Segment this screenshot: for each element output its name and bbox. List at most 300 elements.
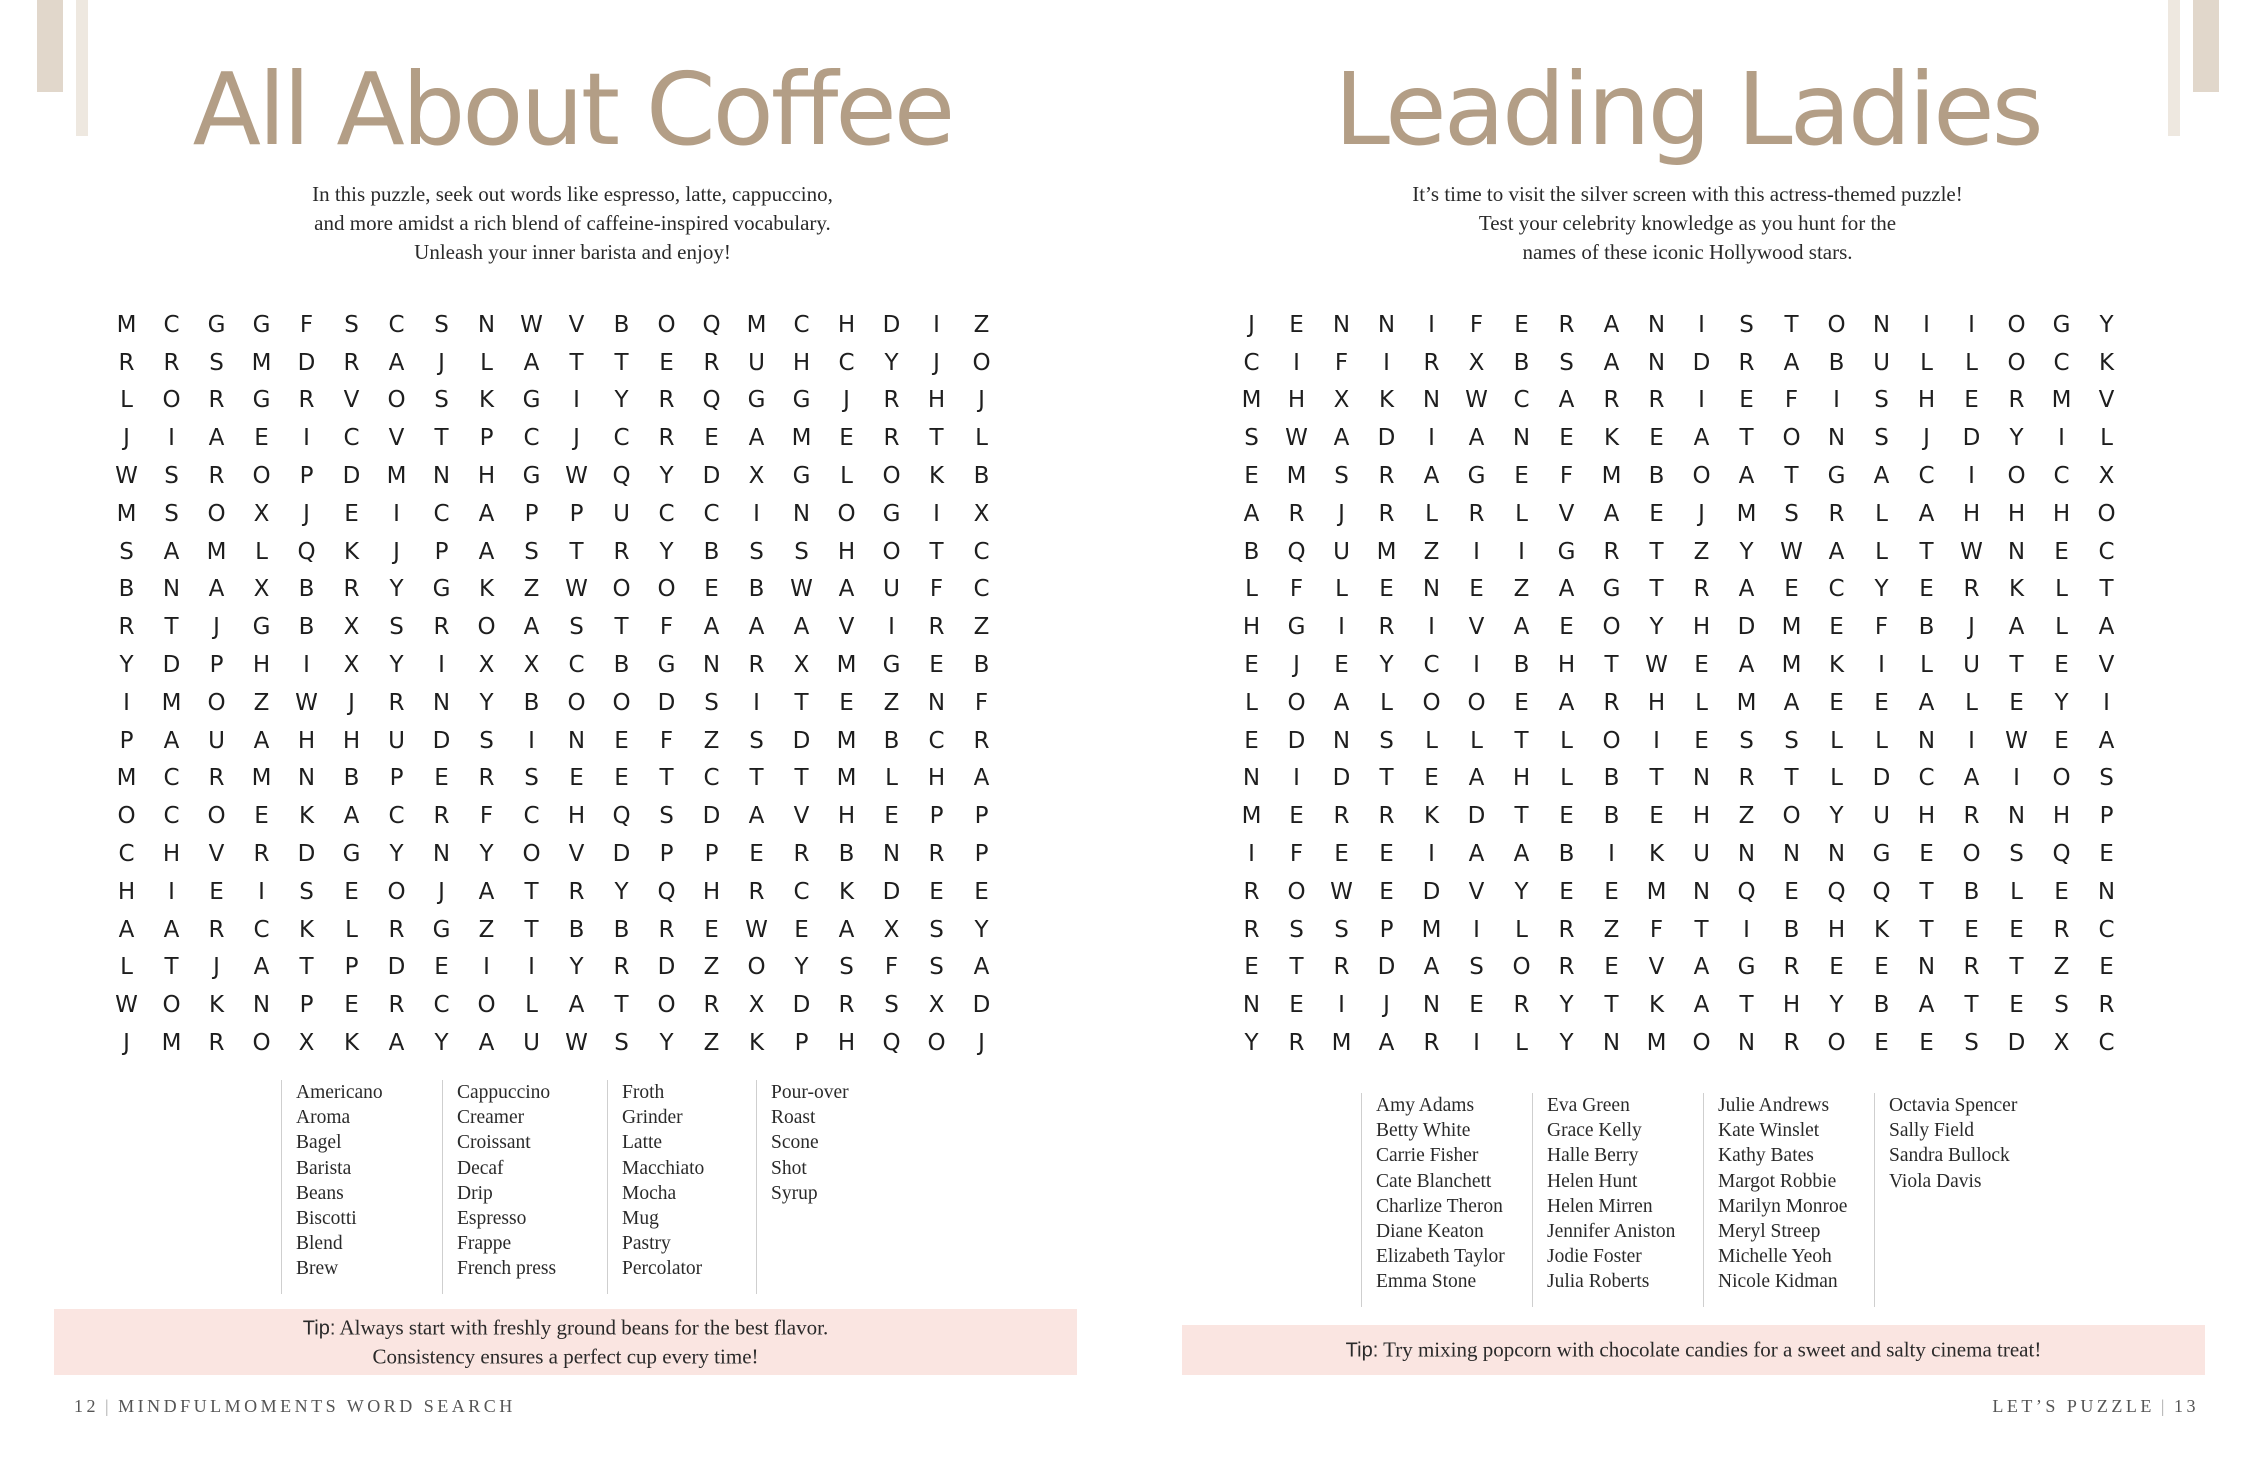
- grid-letter[interactable]: G: [1872, 841, 1891, 868]
- grid-letter[interactable]: D: [1962, 425, 1981, 452]
- grid-letter[interactable]: I: [753, 500, 760, 527]
- grid-letter[interactable]: I: [1428, 425, 1435, 452]
- grid-letter[interactable]: X: [253, 500, 270, 527]
- grid-letter[interactable]: I: [1428, 841, 1435, 868]
- grid-letter[interactable]: J: [123, 425, 130, 452]
- grid-letter[interactable]: D: [1692, 349, 1711, 376]
- grid-letter[interactable]: R: [703, 992, 720, 1019]
- grid-letter[interactable]: K: [1603, 425, 1620, 452]
- grid-letter[interactable]: X: [343, 652, 360, 679]
- grid-letter[interactable]: I: [2058, 425, 2065, 452]
- grid-letter[interactable]: L: [1425, 500, 1438, 527]
- grid-letter[interactable]: C: [838, 349, 855, 376]
- grid-letter[interactable]: X: [793, 652, 810, 679]
- grid-letter[interactable]: E: [1559, 425, 1574, 452]
- grid-letter[interactable]: A: [1603, 349, 1620, 376]
- grid-letter[interactable]: A: [1918, 500, 1935, 527]
- grid-letter[interactable]: C: [253, 916, 270, 943]
- grid-letter[interactable]: Z: [703, 954, 720, 981]
- grid-letter[interactable]: E: [794, 916, 809, 943]
- grid-letter[interactable]: U: [388, 727, 405, 754]
- grid-letter[interactable]: O: [1827, 1030, 1846, 1057]
- grid-letter[interactable]: B: [1513, 349, 1530, 376]
- grid-letter[interactable]: B: [298, 614, 315, 641]
- grid-letter[interactable]: H: [1242, 614, 1261, 641]
- grid-letter[interactable]: D: [1872, 765, 1891, 792]
- grid-letter[interactable]: X: [343, 614, 360, 641]
- grid-letter[interactable]: I: [1383, 349, 1390, 376]
- grid-letter[interactable]: E: [1649, 425, 1664, 452]
- grid-letter[interactable]: K: [748, 1030, 765, 1057]
- grid-letter[interactable]: R: [1648, 387, 1665, 414]
- grid-letter[interactable]: O: [1782, 425, 1801, 452]
- grid-letter[interactable]: A: [2098, 614, 2115, 641]
- grid-letter[interactable]: D: [1377, 425, 1396, 452]
- grid-letter[interactable]: M: [1421, 916, 1442, 943]
- grid-letter[interactable]: E: [659, 349, 674, 376]
- grid-letter[interactable]: B: [1918, 614, 1935, 641]
- grid-letter[interactable]: B: [343, 765, 360, 792]
- grid-letter[interactable]: E: [344, 878, 359, 905]
- grid-letter[interactable]: A: [478, 1030, 495, 1057]
- grid-letter[interactable]: G: [252, 614, 271, 641]
- grid-letter[interactable]: E: [2054, 652, 2069, 679]
- grid-letter[interactable]: R: [1783, 1030, 1800, 1057]
- grid-letter[interactable]: E: [704, 916, 719, 943]
- grid-letter[interactable]: I: [1338, 614, 1345, 641]
- grid-letter[interactable]: C: [703, 500, 720, 527]
- grid-letter[interactable]: O: [1287, 878, 1306, 905]
- grid-letter[interactable]: E: [1469, 992, 1484, 1019]
- grid-letter[interactable]: T: [1739, 992, 1754, 1019]
- grid-letter[interactable]: X: [523, 652, 540, 679]
- grid-letter[interactable]: I: [753, 689, 760, 716]
- grid-letter[interactable]: N: [1917, 727, 1936, 754]
- grid-letter[interactable]: R: [1288, 500, 1305, 527]
- grid-letter[interactable]: T: [1514, 727, 1529, 754]
- grid-letter[interactable]: C: [1918, 463, 1935, 490]
- grid-letter[interactable]: K: [1828, 652, 1845, 679]
- grid-letter[interactable]: Q: [1737, 878, 1756, 905]
- grid-letter[interactable]: L: [525, 992, 538, 1019]
- grid-letter[interactable]: O: [972, 349, 991, 376]
- grid-letter[interactable]: E: [344, 992, 359, 1019]
- grid-letter[interactable]: H: [1782, 992, 1801, 1019]
- grid-letter[interactable]: Z: [1513, 576, 1530, 603]
- grid-letter[interactable]: C: [613, 425, 630, 452]
- grid-letter[interactable]: O: [207, 500, 226, 527]
- grid-letter[interactable]: K: [928, 463, 945, 490]
- grid-letter[interactable]: T: [1919, 878, 1934, 905]
- grid-letter[interactable]: N: [1692, 878, 1711, 905]
- grid-letter[interactable]: V: [2098, 652, 2115, 679]
- grid-letter[interactable]: S: [524, 538, 539, 565]
- grid-letter[interactable]: Y: [1829, 992, 1844, 1019]
- grid-letter[interactable]: I: [1473, 916, 1480, 943]
- grid-letter[interactable]: A: [1468, 841, 1485, 868]
- grid-letter[interactable]: E: [704, 576, 719, 603]
- grid-letter[interactable]: R: [883, 387, 900, 414]
- grid-letter[interactable]: I: [303, 652, 310, 679]
- grid-letter[interactable]: R: [433, 803, 450, 830]
- grid-letter[interactable]: I: [1923, 311, 1930, 338]
- grid-letter[interactable]: I: [1653, 727, 1660, 754]
- grid-letter[interactable]: A: [1693, 425, 1710, 452]
- grid-letter[interactable]: C: [793, 311, 810, 338]
- grid-letter[interactable]: W: [295, 689, 318, 716]
- grid-letter[interactable]: H: [1287, 387, 1306, 414]
- grid-letter[interactable]: B: [523, 689, 540, 716]
- grid-letter[interactable]: L: [1560, 727, 1573, 754]
- grid-letter[interactable]: C: [118, 841, 135, 868]
- grid-letter[interactable]: L: [120, 387, 133, 414]
- grid-letter[interactable]: F: [1334, 349, 1349, 376]
- grid-letter[interactable]: A: [1513, 841, 1530, 868]
- grid-letter[interactable]: U: [883, 576, 900, 603]
- grid-letter[interactable]: H: [297, 727, 316, 754]
- grid-letter[interactable]: F: [1784, 387, 1799, 414]
- grid-letter[interactable]: Z: [2053, 954, 2070, 981]
- grid-letter[interactable]: H: [162, 841, 181, 868]
- grid-letter[interactable]: B: [703, 538, 720, 565]
- grid-letter[interactable]: E: [1514, 463, 1529, 490]
- grid-letter[interactable]: J: [933, 349, 940, 376]
- grid-letter[interactable]: H: [1557, 652, 1576, 679]
- grid-letter[interactable]: S: [2054, 992, 2069, 1019]
- grid-letter[interactable]: E: [884, 803, 899, 830]
- grid-letter[interactable]: B: [838, 841, 855, 868]
- grid-letter[interactable]: R: [208, 916, 225, 943]
- grid-letter[interactable]: M: [386, 463, 407, 490]
- grid-letter[interactable]: O: [1287, 689, 1306, 716]
- grid-letter[interactable]: T: [569, 349, 584, 376]
- grid-letter[interactable]: R: [1513, 992, 1530, 1019]
- grid-letter[interactable]: G: [882, 500, 901, 527]
- grid-letter[interactable]: N: [1512, 425, 1531, 452]
- grid-letter[interactable]: F: [659, 727, 674, 754]
- grid-letter[interactable]: D: [1377, 954, 1396, 981]
- grid-letter[interactable]: O: [252, 463, 271, 490]
- grid-letter[interactable]: A: [1873, 463, 1890, 490]
- grid-letter[interactable]: N: [252, 992, 271, 1019]
- grid-letter[interactable]: H: [1512, 765, 1531, 792]
- grid-letter[interactable]: T: [1649, 538, 1664, 565]
- grid-letter[interactable]: J: [1293, 652, 1300, 679]
- grid-letter[interactable]: S: [929, 954, 944, 981]
- grid-letter[interactable]: N: [2007, 538, 2026, 565]
- grid-letter[interactable]: O: [882, 463, 901, 490]
- grid-letter[interactable]: E: [569, 765, 584, 792]
- grid-letter[interactable]: I: [1698, 387, 1705, 414]
- grid-letter[interactable]: A: [1963, 765, 1980, 792]
- grid-letter[interactable]: A: [1783, 349, 1800, 376]
- grid-letter[interactable]: A: [163, 727, 180, 754]
- grid-letter[interactable]: I: [1968, 311, 1975, 338]
- grid-letter[interactable]: C: [163, 803, 180, 830]
- grid-letter[interactable]: C: [793, 878, 810, 905]
- grid-letter[interactable]: P: [119, 727, 134, 754]
- grid-letter[interactable]: R: [1963, 954, 1980, 981]
- grid-letter[interactable]: S: [884, 992, 899, 1019]
- grid-letter[interactable]: L: [1515, 1030, 1528, 1057]
- grid-letter[interactable]: A: [838, 916, 855, 943]
- grid-letter[interactable]: F: [929, 576, 944, 603]
- grid-letter[interactable]: Y: [1559, 1030, 1574, 1057]
- grid-letter[interactable]: E: [1559, 803, 1574, 830]
- grid-letter[interactable]: K: [1423, 803, 1440, 830]
- grid-letter[interactable]: R: [1333, 803, 1350, 830]
- grid-letter[interactable]: A: [388, 349, 405, 376]
- grid-letter[interactable]: M: [2051, 387, 2072, 414]
- grid-letter[interactable]: N: [1602, 1030, 1621, 1057]
- grid-letter[interactable]: L: [1830, 727, 1843, 754]
- grid-letter[interactable]: K: [478, 576, 495, 603]
- grid-letter[interactable]: G: [1827, 463, 1846, 490]
- grid-letter[interactable]: E: [2054, 538, 2069, 565]
- grid-letter[interactable]: M: [1376, 538, 1397, 565]
- grid-letter[interactable]: R: [703, 349, 720, 376]
- grid-letter[interactable]: L: [1380, 689, 1393, 716]
- grid-letter[interactable]: P: [479, 425, 494, 452]
- grid-letter[interactable]: R: [1783, 954, 1800, 981]
- grid-letter[interactable]: B: [118, 576, 135, 603]
- grid-letter[interactable]: J: [1248, 311, 1255, 338]
- grid-letter[interactable]: C: [2053, 463, 2070, 490]
- grid-letter[interactable]: I: [1473, 538, 1480, 565]
- grid-letter[interactable]: T: [659, 765, 674, 792]
- grid-letter[interactable]: Q: [702, 387, 721, 414]
- word-search-grid[interactable]: [1229, 306, 2129, 1062]
- grid-letter[interactable]: E: [1424, 765, 1439, 792]
- grid-letter[interactable]: P: [524, 500, 539, 527]
- grid-letter[interactable]: I: [1428, 614, 1435, 641]
- grid-letter[interactable]: R: [1738, 349, 1755, 376]
- grid-letter[interactable]: R: [1738, 765, 1755, 792]
- grid-letter[interactable]: A: [253, 727, 270, 754]
- grid-letter[interactable]: D: [1422, 878, 1441, 905]
- grid-letter[interactable]: I: [168, 878, 175, 905]
- grid-letter[interactable]: Z: [703, 727, 720, 754]
- grid-letter[interactable]: E: [839, 425, 854, 452]
- grid-letter[interactable]: C: [2098, 538, 2115, 565]
- grid-letter[interactable]: A: [748, 614, 765, 641]
- grid-letter[interactable]: C: [433, 992, 450, 1019]
- grid-letter[interactable]: T: [2099, 576, 2114, 603]
- grid-letter[interactable]: H: [117, 878, 136, 905]
- grid-letter[interactable]: E: [1694, 652, 1709, 679]
- grid-letter[interactable]: E: [1829, 614, 1844, 641]
- grid-letter[interactable]: M: [836, 652, 857, 679]
- grid-letter[interactable]: I: [303, 425, 310, 452]
- grid-letter[interactable]: P: [794, 1030, 809, 1057]
- grid-letter[interactable]: E: [1649, 500, 1664, 527]
- grid-letter[interactable]: F: [299, 311, 314, 338]
- grid-letter[interactable]: B: [613, 311, 630, 338]
- grid-letter[interactable]: N: [2097, 878, 2116, 905]
- grid-letter[interactable]: G: [1467, 463, 1486, 490]
- grid-letter[interactable]: S: [794, 538, 809, 565]
- grid-letter[interactable]: G: [882, 652, 901, 679]
- grid-letter[interactable]: K: [343, 538, 360, 565]
- grid-letter[interactable]: T: [1289, 954, 1304, 981]
- grid-letter[interactable]: N: [477, 311, 496, 338]
- grid-letter[interactable]: W: [115, 992, 138, 1019]
- grid-letter[interactable]: O: [747, 954, 766, 981]
- grid-letter[interactable]: W: [1330, 878, 1353, 905]
- grid-letter[interactable]: T: [1514, 803, 1529, 830]
- grid-letter[interactable]: L: [1875, 727, 1888, 754]
- grid-letter[interactable]: E: [1874, 689, 1889, 716]
- grid-letter[interactable]: N: [1422, 387, 1441, 414]
- grid-letter[interactable]: L: [975, 425, 988, 452]
- grid-letter[interactable]: A: [253, 954, 270, 981]
- grid-letter[interactable]: B: [298, 576, 315, 603]
- grid-letter[interactable]: G: [2052, 311, 2071, 338]
- grid-letter[interactable]: B: [883, 727, 900, 754]
- grid-letter[interactable]: E: [614, 727, 629, 754]
- grid-letter[interactable]: T: [2009, 954, 2024, 981]
- grid-letter[interactable]: R: [883, 425, 900, 452]
- grid-letter[interactable]: K: [1378, 387, 1395, 414]
- grid-letter[interactable]: L: [1245, 576, 1258, 603]
- grid-letter[interactable]: K: [1873, 916, 1890, 943]
- grid-letter[interactable]: S: [704, 689, 719, 716]
- grid-letter[interactable]: S: [1469, 954, 1484, 981]
- grid-letter[interactable]: T: [2009, 652, 2024, 679]
- word-search-grid[interactable]: [104, 306, 1004, 1062]
- grid-letter[interactable]: B: [1558, 841, 1575, 868]
- grid-letter[interactable]: L: [885, 765, 898, 792]
- grid-letter[interactable]: Z: [973, 311, 990, 338]
- grid-letter[interactable]: S: [1289, 916, 1304, 943]
- grid-letter[interactable]: I: [1293, 765, 1300, 792]
- grid-letter[interactable]: E: [434, 765, 449, 792]
- grid-letter[interactable]: O: [657, 311, 676, 338]
- grid-letter[interactable]: Z: [1423, 538, 1440, 565]
- grid-letter[interactable]: A: [1603, 500, 1620, 527]
- grid-letter[interactable]: Y: [974, 916, 989, 943]
- grid-letter[interactable]: N: [792, 500, 811, 527]
- grid-letter[interactable]: R: [2098, 992, 2115, 1019]
- grid-letter[interactable]: I: [1968, 463, 1975, 490]
- grid-letter[interactable]: N: [1872, 311, 1891, 338]
- grid-letter[interactable]: M: [1331, 1030, 1352, 1057]
- grid-letter[interactable]: A: [1828, 538, 1845, 565]
- grid-letter[interactable]: Z: [1738, 803, 1755, 830]
- grid-letter[interactable]: P: [659, 841, 674, 868]
- grid-letter[interactable]: E: [2009, 916, 2024, 943]
- grid-letter[interactable]: K: [298, 803, 315, 830]
- grid-letter[interactable]: E: [1244, 652, 1259, 679]
- grid-letter[interactable]: I: [1428, 311, 1435, 338]
- grid-letter[interactable]: H: [702, 878, 721, 905]
- grid-letter[interactable]: I: [528, 954, 535, 981]
- grid-letter[interactable]: R: [253, 841, 270, 868]
- grid-letter[interactable]: R: [208, 387, 225, 414]
- grid-letter[interactable]: F: [884, 954, 899, 981]
- grid-letter[interactable]: C: [568, 652, 585, 679]
- grid-letter[interactable]: F: [1874, 614, 1889, 641]
- grid-letter[interactable]: B: [973, 652, 990, 679]
- grid-letter[interactable]: A: [1333, 425, 1350, 452]
- grid-letter[interactable]: C: [1423, 652, 1440, 679]
- grid-letter[interactable]: F: [1649, 916, 1664, 943]
- grid-letter[interactable]: P: [209, 652, 224, 679]
- grid-letter[interactable]: N: [1827, 425, 1846, 452]
- grid-letter[interactable]: C: [658, 500, 675, 527]
- grid-letter[interactable]: C: [343, 425, 360, 452]
- grid-letter[interactable]: S: [1739, 311, 1754, 338]
- grid-letter[interactable]: A: [1603, 311, 1620, 338]
- grid-letter[interactable]: A: [118, 916, 135, 943]
- grid-letter[interactable]: M: [206, 538, 227, 565]
- grid-letter[interactable]: R: [1558, 311, 1575, 338]
- grid-letter[interactable]: I: [933, 311, 940, 338]
- grid-letter[interactable]: G: [252, 311, 271, 338]
- grid-letter[interactable]: U: [1693, 841, 1710, 868]
- grid-letter[interactable]: N: [1827, 841, 1846, 868]
- grid-letter[interactable]: F: [659, 614, 674, 641]
- grid-letter[interactable]: H: [1647, 689, 1666, 716]
- grid-letter[interactable]: T: [614, 992, 629, 1019]
- grid-letter[interactable]: D: [702, 803, 721, 830]
- grid-letter[interactable]: A: [1783, 689, 1800, 716]
- grid-letter[interactable]: Y: [1829, 803, 1844, 830]
- grid-letter[interactable]: S: [2099, 765, 2114, 792]
- grid-letter[interactable]: F: [1559, 463, 1574, 490]
- grid-letter[interactable]: X: [2098, 463, 2115, 490]
- grid-letter[interactable]: N: [1782, 841, 1801, 868]
- grid-letter[interactable]: M: [251, 765, 272, 792]
- grid-letter[interactable]: O: [162, 387, 181, 414]
- grid-letter[interactable]: D: [702, 463, 721, 490]
- grid-letter[interactable]: O: [2007, 311, 2026, 338]
- grid-letter[interactable]: H: [1827, 916, 1846, 943]
- grid-letter[interactable]: H: [837, 803, 856, 830]
- grid-letter[interactable]: M: [116, 765, 137, 792]
- grid-letter[interactable]: U: [613, 500, 630, 527]
- grid-letter[interactable]: E: [1784, 576, 1799, 603]
- grid-letter[interactable]: C: [523, 425, 540, 452]
- grid-letter[interactable]: M: [836, 727, 857, 754]
- grid-letter[interactable]: S: [929, 916, 944, 943]
- grid-letter[interactable]: K: [2008, 576, 2025, 603]
- grid-letter[interactable]: Q: [2052, 841, 2071, 868]
- grid-letter[interactable]: L: [2055, 614, 2068, 641]
- grid-letter[interactable]: S: [1874, 387, 1889, 414]
- grid-letter[interactable]: O: [1467, 689, 1486, 716]
- grid-letter[interactable]: V: [343, 387, 360, 414]
- grid-letter[interactable]: E: [1244, 727, 1259, 754]
- grid-letter[interactable]: H: [837, 538, 856, 565]
- grid-letter[interactable]: R: [1603, 538, 1620, 565]
- grid-letter[interactable]: N: [882, 841, 901, 868]
- grid-letter[interactable]: X: [928, 992, 945, 1019]
- grid-letter[interactable]: Z: [523, 576, 540, 603]
- grid-letter[interactable]: R: [433, 614, 450, 641]
- grid-letter[interactable]: P: [2099, 803, 2114, 830]
- grid-letter[interactable]: R: [1423, 349, 1440, 376]
- grid-letter[interactable]: Y: [794, 954, 809, 981]
- grid-letter[interactable]: A: [2008, 614, 2025, 641]
- grid-letter[interactable]: R: [343, 349, 360, 376]
- grid-letter[interactable]: T: [1379, 765, 1394, 792]
- grid-letter[interactable]: E: [1289, 311, 1304, 338]
- grid-letter[interactable]: M: [1646, 1030, 1667, 1057]
- grid-letter[interactable]: A: [973, 954, 990, 981]
- grid-letter[interactable]: O: [477, 992, 496, 1019]
- grid-letter[interactable]: P: [299, 992, 314, 1019]
